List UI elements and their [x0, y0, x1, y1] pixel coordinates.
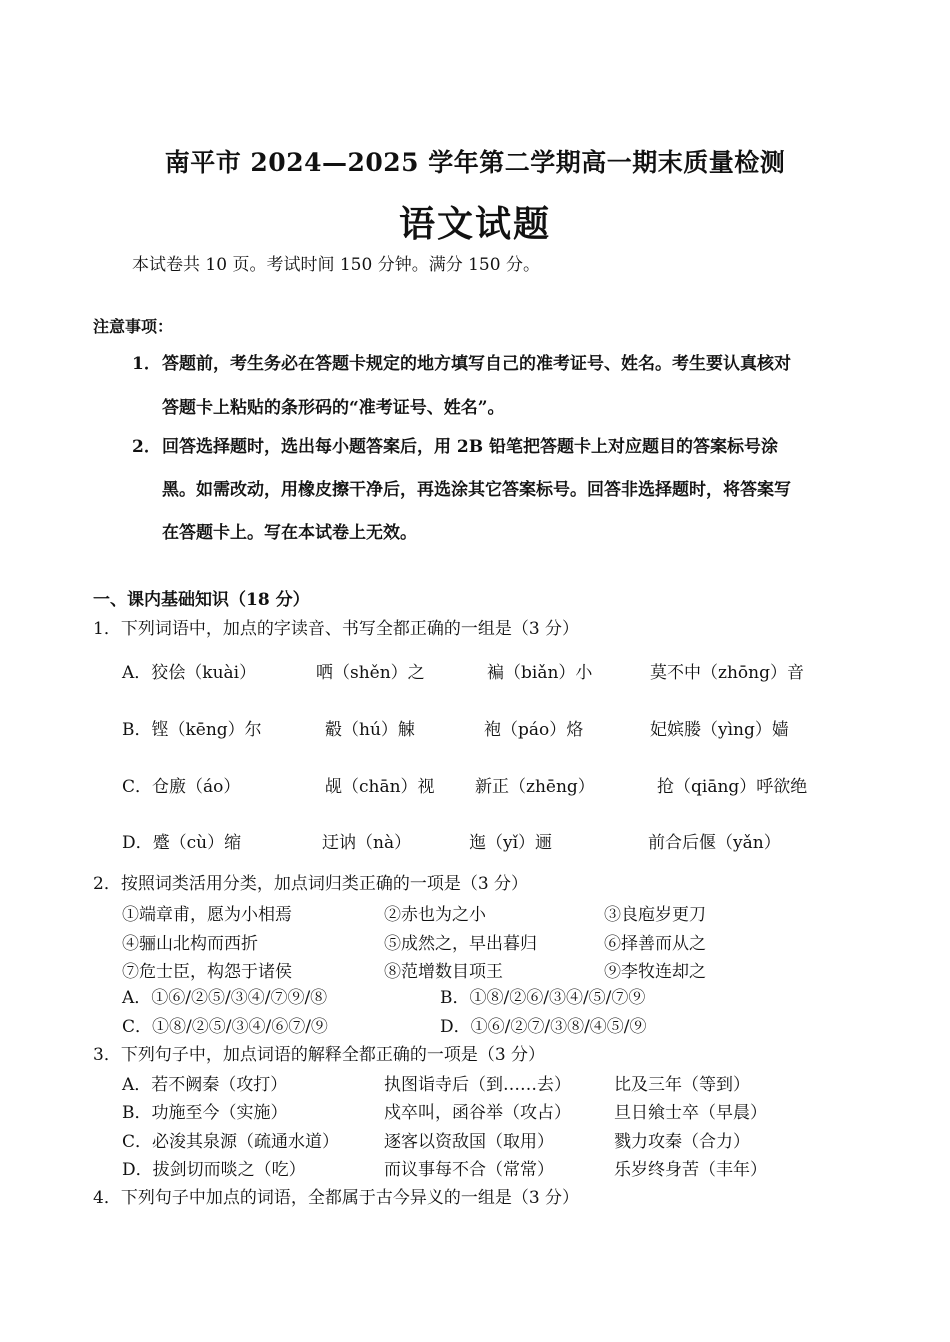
- q1-a-item: 哂（shěn）之: [316, 663, 425, 683]
- q3-b-item: B．功施至今（实施）: [122, 1103, 288, 1123]
- q1-c-item: 抢（qiāng）呼欲绝: [657, 777, 808, 797]
- q1-b-item: 袍（páo）烙: [484, 720, 584, 740]
- q1-c-item: C．仓廒（áo）: [122, 777, 241, 797]
- notice-item-1-number: 1．: [132, 354, 161, 374]
- q3-d-item: 而议事每不合（常常）: [384, 1160, 554, 1180]
- q1-a-item: 褊（biǎn）小: [487, 663, 593, 683]
- q1-c-item: 新正（zhēng）: [475, 777, 595, 797]
- q3-a-item: A．若不阙秦（攻打）: [122, 1075, 288, 1095]
- q3-a-item: 比及三年（等到）: [614, 1075, 750, 1095]
- notice-item-2-line-3: 在答题卡上。写在本试卷上无效。: [162, 523, 417, 543]
- q2-item: ②赤也为之小: [384, 905, 486, 925]
- q3-c-item: 戮力攻秦（合力）: [614, 1132, 750, 1152]
- q2-item: ⑥择善而从之: [604, 934, 706, 954]
- q2-item: ③良庖岁更刀: [604, 905, 706, 925]
- q2-stem: 2．按照词类活用分类，加点词归类正确的一项是（3 分）: [93, 874, 529, 894]
- notice-item-2-line-2: 黑。如需改动，用橡皮擦干净后，再选涂其它答案标号。回答非选择题时，将答案写: [162, 480, 791, 500]
- q1-a-item: A．狡侩（kuài）: [122, 663, 257, 683]
- q3-stem: 3．下列句子中，加点词语的解释全都正确的一项是（3 分）: [93, 1045, 546, 1065]
- q1-d-item: 迤（yǐ）逦: [469, 833, 553, 853]
- notice-heading: 注意事项：: [93, 317, 174, 336]
- q2-item: ⑦危士臣，构怨于诸侯: [122, 962, 292, 982]
- q3-b-item: 戍卒叫，函谷举（攻占）: [384, 1103, 571, 1123]
- q1-d-item: 迂讷（nà）: [322, 833, 412, 853]
- q2-item: ⑧范增数目项王: [384, 962, 503, 982]
- q1-c-item: 觇（chān）视: [325, 777, 435, 797]
- q1-d-item: 前合后偃（yǎn）: [648, 833, 781, 853]
- q3-d-item: 乐岁终身苦（丰年）: [614, 1160, 767, 1180]
- q3-a-item: 执图诣寺后（到……去）: [384, 1075, 571, 1095]
- q2-item: ④骊山北构而西折: [122, 934, 258, 954]
- q1-d-item: D．蹙（cù）缩: [122, 833, 242, 853]
- exam-intro: 本试卷共 10 页。考试时间 150 分钟。满分 150 分。: [132, 255, 540, 275]
- q1-a-item: 莫不中（zhōng）音: [650, 663, 804, 683]
- notice-item-1-line-2: 答题卡上粘贴的条形码的“准考证号、姓名”。: [162, 398, 505, 418]
- q3-d-item: D．拔剑切而啖之（吃）: [122, 1160, 306, 1180]
- q2-option-a: A．①⑥/②⑤/③④/⑦⑨/⑧: [122, 988, 328, 1008]
- notice-item-2-line-1: 回答选择题时，选出每小题答案后，用 2B 铅笔把答题卡上对应题目的答案标号涂: [162, 437, 779, 457]
- q1-b-item: B．铿（kēng）尔: [122, 720, 262, 740]
- q3-c-item: 逐客以资敌国（取用）: [384, 1132, 554, 1152]
- q1-b-item: 妃嫔媵（yìng）嫱: [650, 720, 789, 740]
- notice-item-1-line-1: 答题前，考生务必在答题卡规定的地方填写自己的准考证号、姓名。考生要认真核对: [162, 354, 791, 374]
- notice-item-2-number: 2．: [132, 437, 161, 457]
- q4-stem: 4．下列句子中加点的词语，全都属于古今异义的一组是（3 分）: [93, 1188, 580, 1208]
- q3-c-item: C．必浚其泉源（疏通水道）: [122, 1132, 340, 1152]
- q1-b-item: 觳（hú）觫: [325, 720, 415, 740]
- exam-subject: 语文试题: [398, 203, 551, 245]
- q3-b-item: 旦日飨士卒（早晨）: [614, 1103, 767, 1123]
- q2-option-b: B．①⑧/②⑥/③④/⑤/⑦⑨: [440, 988, 646, 1008]
- q2-item: ⑤成然之，早出暮归: [384, 934, 537, 954]
- q2-item: ①端章甫，愿为小相焉: [122, 905, 292, 925]
- q2-item: ⑨李牧连却之: [604, 962, 706, 982]
- q2-option-d: D．①⑥/②⑦/③⑧/④⑤/⑨: [440, 1017, 647, 1037]
- q1-stem: 1．下列词语中，加点的字读音、书写全都正确的一组是（3 分）: [93, 619, 580, 639]
- section-1-heading: 一、课内基础知识（18 分）: [93, 590, 310, 610]
- q2-option-c: C．①⑧/②⑤/③④/⑥⑦/⑨: [122, 1017, 328, 1037]
- exam-title: 南平市 2024—2025 学年第二学期高一期末质量检测: [164, 148, 786, 177]
